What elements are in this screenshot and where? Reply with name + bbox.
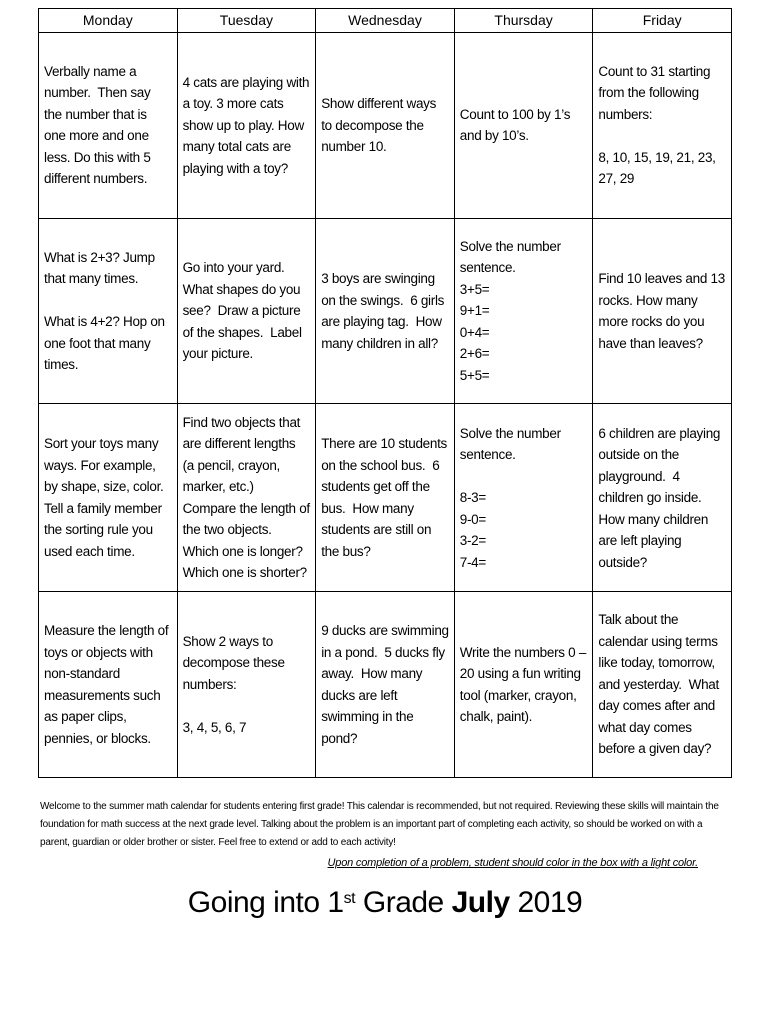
title-year: 2019 [509,886,583,919]
activity-text: Talk about the calendar using terms like today, tomorrow, and yesterday. What day comes after and what day comes before a given day? [598,612,723,757]
activity-text: There are 10 students on the school bus. 6 students get off the bus. How many students are still on the bus? [321,436,451,559]
header-monday: Monday [39,9,178,33]
header-friday: Friday [593,9,732,33]
activity-cell[interactable] [593,404,732,592]
activity-cell[interactable] [177,592,316,778]
activity-cell[interactable] [39,33,178,219]
activity-cell[interactable] [39,404,178,592]
activity-cell[interactable] [454,404,593,592]
activity-text: Solve the number sentence. 3+5= 9+1= 0+4= 2+6= 5+5= [459,238,561,383]
activity-text: What is 2+3? Jump that many times. What is 4+2? Hop on one foot that many times. [44,249,165,373]
activity-cell[interactable] [39,592,178,778]
title-prefix: Going into 1 [187,886,344,919]
week-row [39,592,732,778]
activity-text: Solve the number sentence. 8-3= 9-0= 3-2= 7-4= [459,425,561,570]
activity-cell[interactable] [177,33,316,219]
completion-instruction: Upon completion of a problem, student should color in the box with a light color. [327,857,698,869]
activity-text: Measure the length of toys or objects with non-standard measurements such as paper clips, pennies, or blocks. [44,623,172,746]
activity-cell[interactable] [454,218,593,404]
activity-text: Sort your toys many ways. For example, by shape, size, color. Tell a family member the sorting rule you used each time. [44,436,167,559]
header-thursday: Thursday [454,9,593,33]
activity-text: Go into your yard. What shapes do you see? Draw a picture of the shapes. Label your picture. [182,260,306,362]
calendar-grid [38,8,732,778]
activity-cell[interactable] [316,404,455,592]
welcome-note: Welcome to the summer math calendar for students entering first grade! This calendar is recommended, but not required. Reviewing these skills will maintain the foundation for math success at the next grade level. Talking about the problem is an important part of completing each activity, so should be worked on with a parent, guardian or older brother or sister. Feel free to extend or add to each activity! [40,801,719,848]
activity-cell[interactable] [593,33,732,219]
activity-cell[interactable] [177,218,316,404]
activity-text: Count to 31 starting from the following numbers: 8, 10, 15, 19, 21, 23, 27, 29 [598,63,716,187]
activity-cell[interactable] [316,33,455,219]
week-row [39,218,732,404]
title-grade: Grade [355,886,452,919]
activity-cell[interactable] [454,592,593,778]
activity-text: 9 ducks are swimming in a pond. 5 ducks fly away. How many ducks are left swimming in the pond? [321,623,453,746]
activity-text: 4 cats are playing with a toy. 3 more cats show up to play. How many total cats are playing with a toy? [182,74,313,176]
title-ordinal-suffix: st [343,890,356,907]
page-title [0,878,770,928]
activity-cell[interactable] [316,592,455,778]
activity-text: 3 boys are swinging on the swings. 6 girls are playing tag. How many children in all? [321,271,448,351]
activity-cell[interactable] [177,404,316,592]
header-wednesday: Wednesday [316,9,455,33]
activity-cell[interactable] [39,218,178,404]
activity-cell[interactable] [454,33,593,219]
week-row [39,33,732,219]
activity-cell[interactable] [593,218,732,404]
activity-text: 6 children are playing outside on the playground. 4 children go inside. How many children are left playing outside? [598,425,724,570]
activity-text: Find 10 leaves and 13 rocks. How many more rocks do you have than leaves? [598,271,729,351]
activity-text: Find two objects that are different lengths (a pencil, crayon, marker, etc.) Compare the length of the two objects. Which one is longer? Which one is shorter? [182,414,314,581]
activity-text: Write the numbers 0 – 20 using a fun writing tool (marker, crayon, chalk, paint). [459,644,590,725]
activity-text: Show 2 ways to decompose these numbers: 3, 4, 5, 6, 7 [182,633,285,735]
activity-cell[interactable] [593,592,732,778]
activity-text: Show different ways to decompose the number 10. [321,96,440,155]
activity-text: Verbally name a number. Then say the number that is one more and one less. Do this with 5 different numbers. [44,63,154,187]
title-month: July [451,886,510,919]
activity-cell[interactable] [316,218,455,404]
day-header-row [39,9,732,33]
activity-text: Count to 100 by 1’s and by 10’s. [459,106,574,144]
week-row [39,404,732,592]
header-tuesday: Tuesday [177,9,316,33]
